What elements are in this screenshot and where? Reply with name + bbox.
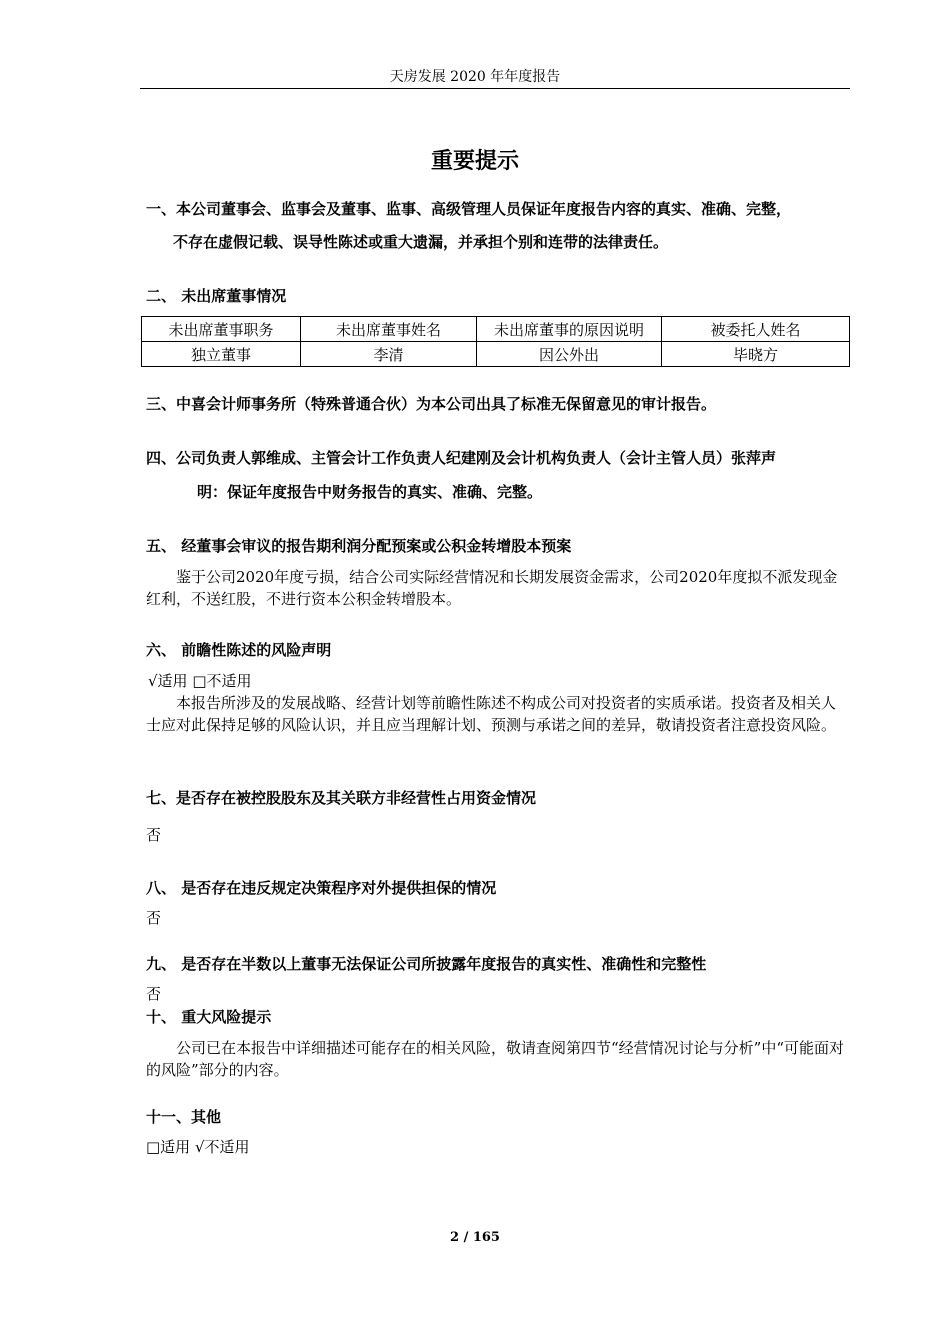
page-title: 重要提示 (430, 149, 519, 174)
table-header-cell: 被委托人姓名 (662, 317, 850, 342)
section-8-heading: 八、 是否存在违反规定决策程序对外提供担保的情况 (146, 879, 497, 897)
section-1-line-2: 不存在虚假记载、误导性陈述或重大遗漏，并承担个别和连带的法律责任。 (173, 233, 669, 251)
section-9-answer: 否 (146, 985, 162, 1003)
table-cell: 因公外出 (477, 342, 662, 367)
table-cell: 独立董事 (142, 342, 301, 367)
section-5-body: 鉴于公司2020年度亏损，结合公司实际经营情况和长期发展资金需求，公司2020年度拟不派发现金红利，不送红股，不进行资本公积金转增股本。 (146, 568, 838, 608)
section-6-body: 本报告所涉及的发展战略、经营计划等前瞻性陈述不构成公司对投资者的实质承诺。投资者及相关人士应对此保持足够的风险认识，并且应当理解计划、预测与承诺之间的差异，敬请投资者注意投资风险。 (146, 694, 837, 734)
section-4-line-1: 四、公司负责人郭维成、主管会计工作负责人纪建刚及会计机构负责人（会计主管人员）张萍声 (146, 449, 777, 467)
section-7-heading: 七、是否存在被控股股东及其关联方非经营性占用资金情况 (146, 789, 537, 807)
section-5-heading: 五、 经董事会审议的报告期利润分配预案或公积金转增股本预案 (146, 537, 572, 555)
section-6-option: √适用 □不适用 (148, 672, 252, 690)
table-cell: 毕晓方 (662, 342, 850, 367)
table-header-cell: 未出席董事职务 (142, 317, 301, 342)
section-11-option: □适用 √不适用 (146, 1138, 250, 1156)
table-header-row (142, 317, 850, 342)
section-10-heading: 十、 重大风险提示 (146, 1008, 272, 1026)
page-header: 天房发展 2020 年年度报告 (389, 69, 561, 85)
absent-directors-table (141, 316, 850, 367)
section-4-line-2: 明：保证年度报告中财务报告的真实、准确、完整。 (197, 483, 543, 501)
section-8-answer: 否 (146, 909, 162, 927)
section-9-heading: 九、 是否存在半数以上董事无法保证公司所披露年度报告的真实性、准确性和完整性 (146, 955, 707, 973)
section-7-answer: 否 (146, 826, 162, 844)
table-header-cell: 未出席董事的原因说明 (477, 317, 662, 342)
table-header-cell: 未出席董事姓名 (301, 317, 477, 342)
section-1-line-1: 一、本公司董事会、监事会及董事、监事、高级管理人员保证年度报告内容的真实、准确、完整， (146, 200, 792, 218)
section-3-heading: 三、中喜会计师事务所（特殊普通合伙）为本公司出具了标准无保留意见的审计报告。 (146, 395, 717, 413)
table-row (142, 342, 850, 367)
header-rule (140, 88, 850, 89)
section-2-heading: 二、 未出席董事情况 (146, 287, 287, 305)
section-11-heading: 十一、其他 (146, 1108, 222, 1126)
table-cell: 李清 (301, 342, 477, 367)
page-number: 2 / 165 (450, 1230, 500, 1245)
section-6-heading: 六、 前瞻性陈述的风险声明 (146, 641, 332, 659)
section-10-body: 公司已在本报告中详细描述可能存在的相关风险，敬请查阅第四节“经营情况讨论与分析”中“可能面对的风险”部分的内容。 (146, 1039, 845, 1079)
